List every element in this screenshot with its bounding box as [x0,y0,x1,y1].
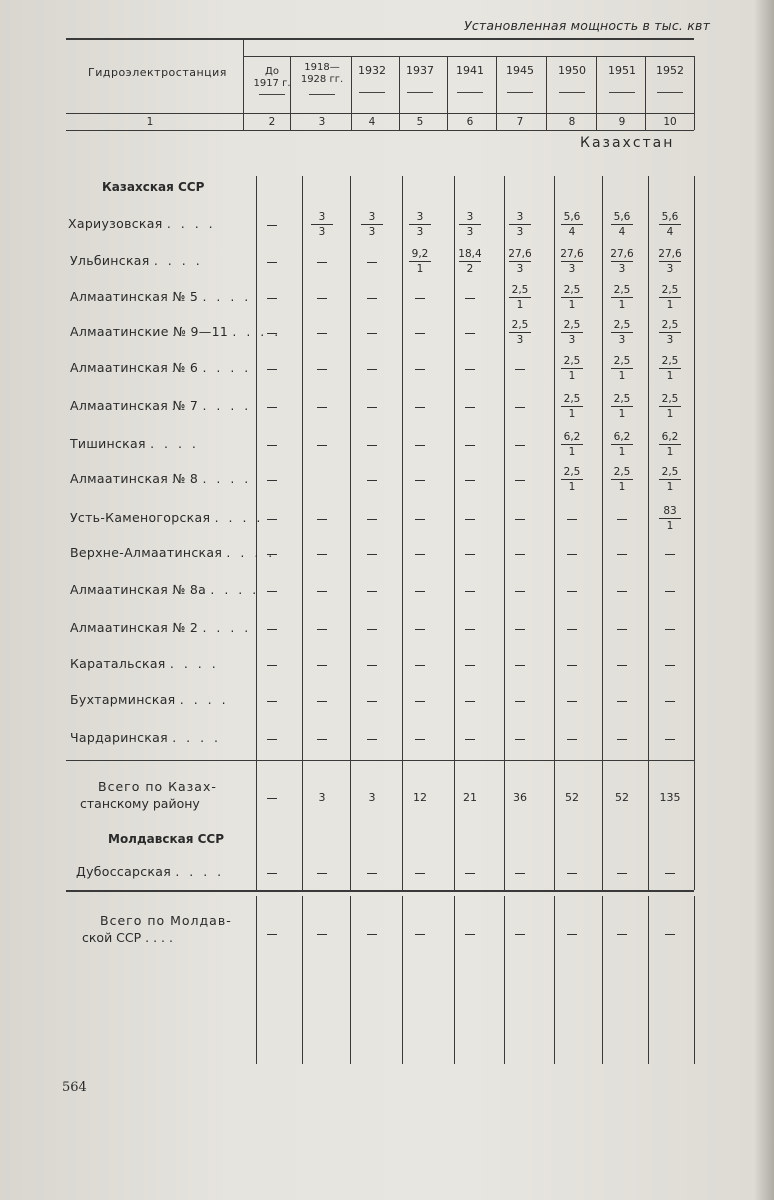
empty-dash [415,333,425,334]
empty-dash [567,873,577,874]
empty-dash [515,934,525,935]
fraction-value: 2,5 1 [650,393,690,420]
column-divider [602,760,603,890]
column-divider [302,896,303,1064]
empty-dash [567,665,577,666]
empty-dash [267,519,277,520]
empty-dash [415,298,425,299]
empty-dash [415,629,425,630]
empty-dash [617,665,627,666]
page-edge-shadow [754,0,774,1200]
year-header: 1945 [506,64,534,77]
column-divider [302,176,303,760]
fraction-value: 2,5 3 [500,319,540,346]
empty-dash [567,554,577,555]
column-divider [350,176,351,760]
column-divider [454,896,455,1064]
column-divider [402,896,403,1064]
empty-dash [415,934,425,935]
fraction-value: 2,5 1 [650,466,690,493]
empty-dash [317,298,327,299]
total-value: 3 [318,791,326,804]
fraction-value: 3 3 [302,211,342,238]
empty-dash [617,629,627,630]
empty-dash [617,519,627,520]
total-label: Всего по Казах- [98,779,217,794]
fraction-value: 2,5 1 [602,355,642,382]
empty-dash [515,873,525,874]
fraction-value: 2,5 1 [650,355,690,382]
station-name: Алмаатинская № 6 . . . . [70,360,252,375]
header-divider [546,56,547,130]
empty-dash [317,873,327,874]
empty-dash [267,333,277,334]
empty-dash [665,934,675,935]
empty-dash [465,739,475,740]
total-label: станскому району [80,796,200,811]
empty-dash [465,445,475,446]
fraction-value: 3 3 [400,211,440,238]
empty-dash [267,665,277,666]
empty-dash [515,369,525,370]
station-name: Бухтарминская . . . . [70,692,229,707]
year-header: 1941 [456,64,484,77]
empty-dash [567,629,577,630]
section-rule [66,890,694,892]
header-divider [243,38,244,130]
fraction-value: 5,6 4 [650,211,690,238]
fraction-value: 27,6 3 [560,248,584,275]
empty-dash [515,407,525,408]
column-divider [256,896,257,1064]
header-divider [399,56,400,130]
empty-dash [317,445,327,446]
header-divider [645,56,646,130]
column-number: 6 [466,116,474,128]
empty-dash [515,629,525,630]
fraction-value: 2,5 1 [552,393,592,420]
station-name: Хариузовская . . . . [68,216,216,231]
year-underline [559,92,585,93]
table-top-rule [66,38,694,40]
year-header: 1951 [608,64,636,77]
empty-dash [317,739,327,740]
column-number: 9 [618,116,626,128]
year-underline [507,92,533,93]
column-divider [350,896,351,1064]
empty-dash [367,369,377,370]
empty-dash [415,873,425,874]
column-number: 10 [663,116,677,128]
header-divider [596,56,597,130]
empty-dash [367,701,377,702]
empty-dash [415,739,425,740]
station-name: Алмаатинская № 7 . . . . [70,398,252,413]
fraction-value: 18,4 2 [458,248,482,275]
station-name: Алмаатинская № 8а . . . . [70,582,260,597]
empty-dash [515,480,525,481]
fraction-value: 6,2 1 [552,431,592,458]
empty-dash [367,262,377,263]
station-name: Усть-Каменогорская . . . . [70,510,264,525]
empty-dash [665,554,675,555]
empty-dash [317,934,327,935]
empty-dash [617,591,627,592]
column-number: 1 [146,116,154,128]
empty-dash [465,701,475,702]
fraction-value: 2,5 1 [552,284,592,311]
empty-dash [515,701,525,702]
empty-dash [665,873,675,874]
fraction-value: 5,6 4 [602,211,642,238]
column-divider [648,176,649,760]
empty-dash [415,407,425,408]
station-name: Тишинская . . . . [70,436,199,451]
empty-dash [567,591,577,592]
empty-dash [317,554,327,555]
empty-dash [515,739,525,740]
ssr-heading: Казахская ССР [102,180,205,194]
year-underline [407,92,433,93]
empty-dash [415,554,425,555]
year-header: 1952 [656,64,684,77]
region-title: Казахстан [580,135,675,151]
column-divider [648,760,649,890]
empty-dash [267,591,277,592]
empty-dash [367,519,377,520]
empty-dash [317,665,327,666]
empty-dash [617,739,627,740]
year-header: До 1917 г. [253,66,291,89]
column-divider [402,760,403,890]
empty-dash [617,554,627,555]
empty-dash [367,934,377,935]
empty-dash [617,873,627,874]
ssr-heading: Молдавская ССР [108,832,225,846]
empty-dash [665,665,675,666]
empty-dash [367,480,377,481]
empty-dash [465,554,475,555]
header-divider [351,56,352,130]
empty-dash [267,701,277,702]
column-divider [504,760,505,890]
empty-dash [415,369,425,370]
header-divider [290,56,291,130]
empty-dash [465,934,475,935]
fraction-value: 5,6 4 [552,211,592,238]
empty-dash [317,701,327,702]
fraction-value: 27,6 3 [508,248,532,275]
empty-dash [267,554,277,555]
fraction-value: 2,5 1 [552,466,592,493]
station-name: Верхне-Алмаатинская . . . . [70,545,276,560]
empty-dash [515,591,525,592]
year-header: 1918— 1928 гг. [300,62,344,85]
year-header: 1932 [358,64,386,77]
fraction-value: 2,5 3 [602,319,642,346]
column-divider [554,896,555,1064]
total-value: 12 [413,791,427,804]
station-name: Алмаатинская № 8 . . . . [70,471,252,486]
empty-dash [465,591,475,592]
empty-dash [567,934,577,935]
empty-dash [267,445,277,446]
header-divider [694,56,695,130]
empty-dash [367,629,377,630]
empty-dash [465,369,475,370]
fraction-value: 2,5 1 [602,466,642,493]
column-divider [454,760,455,890]
empty-dash [515,519,525,520]
empty-dash [415,665,425,666]
header-divider [496,56,497,130]
fraction-value: 2,5 1 [602,284,642,311]
column-divider [694,896,695,1064]
empty-dash [317,262,327,263]
empty-dash [367,298,377,299]
column-divider [256,176,257,760]
empty-dash [267,369,277,370]
empty-dash [367,665,377,666]
fraction-value: 3 3 [352,211,392,238]
empty-dash [515,665,525,666]
fraction-value: 2,5 3 [650,319,690,346]
empty-dash [465,298,475,299]
empty-dash [465,480,475,481]
empty-dash [515,554,525,555]
empty-dash [317,407,327,408]
empty-dash [465,873,475,874]
year-underline [657,92,683,93]
column-divider [256,760,257,890]
empty-dash [617,934,627,935]
empty-dash [267,262,277,263]
total-value: 3 [368,791,376,804]
empty-dash [465,333,475,334]
empty-dash [267,934,277,935]
column-number: 3 [318,116,326,128]
empty-dash [267,225,277,226]
empty-dash [465,519,475,520]
total-label: Всего по Молдав- [100,913,232,928]
empty-dash [367,739,377,740]
fraction-value: 2,5 1 [500,284,540,311]
empty-dash [267,739,277,740]
empty-dash [267,298,277,299]
fraction-value: 3 3 [500,211,540,238]
column-number: 7 [516,116,524,128]
fraction-value: 3 3 [450,211,490,238]
empty-dash [415,591,425,592]
column-divider [504,896,505,1064]
fraction-value: 6,2 1 [602,431,642,458]
header-sub-rule [243,56,694,57]
fraction-value: 27,6 3 [610,248,634,275]
fraction-value: 6,2 1 [650,431,690,458]
station-name: Каратальская . . . . [70,656,219,671]
empty-dash [317,629,327,630]
empty-dash [415,519,425,520]
empty-dash [665,591,675,592]
column-divider [694,176,695,760]
empty-dash [515,445,525,446]
fraction-value: 83 1 [650,505,690,532]
year-underline [309,94,335,95]
column-divider [350,760,351,890]
empty-dash [665,739,675,740]
empty-dash [267,629,277,630]
column-divider [302,760,303,890]
empty-dash [617,701,627,702]
empty-dash [367,873,377,874]
station-name: Алмаатинская № 5 . . . . [70,289,252,304]
year-underline [457,92,483,93]
section-rule [66,760,694,761]
empty-dash [567,739,577,740]
empty-dash [317,591,327,592]
total-label: ской ССР . . . . [82,930,173,945]
empty-dash [317,333,327,334]
empty-dash [267,873,277,874]
column-divider [648,896,649,1064]
empty-dash [367,407,377,408]
header-title: Установленная мощность в тыс. квт [464,18,711,33]
empty-dash [367,554,377,555]
column-divider [554,760,555,890]
empty-dash [665,701,675,702]
total-value: 135 [659,791,681,804]
column-number-rule [66,130,694,131]
header-rule [66,113,694,114]
empty-dash [465,629,475,630]
empty-dash [267,798,277,799]
empty-dash [317,369,327,370]
page-number: 564 [62,1080,87,1095]
header-divider [447,56,448,130]
total-value: 52 [565,791,579,804]
empty-dash [567,701,577,702]
year-underline [609,92,635,93]
fraction-value: 9,2 1 [400,248,440,275]
empty-dash [367,333,377,334]
empty-dash [415,445,425,446]
column-number: 8 [568,116,576,128]
fraction-value: 2,5 1 [650,284,690,311]
fraction-value: 2,5 3 [552,319,592,346]
total-value: 36 [513,791,527,804]
year-header: 1937 [406,64,434,77]
column-number: 5 [416,116,424,128]
station-name: Дубоссарская . . . . [76,864,225,879]
year-underline [359,92,385,93]
station-name: Алмаатинская № 2 . . . . [70,620,252,635]
empty-dash [465,665,475,666]
empty-dash [567,519,577,520]
column-divider [602,896,603,1064]
column-divider [694,760,695,890]
year-header: 1950 [558,64,586,77]
fraction-value: 27,6 3 [658,248,682,275]
empty-dash [367,591,377,592]
station-name: Алмаатинские № 9—11 . . . . [70,324,282,339]
empty-dash [465,407,475,408]
total-value: 52 [615,791,629,804]
empty-dash [267,480,277,481]
fraction-value: 2,5 1 [552,355,592,382]
empty-dash [317,519,327,520]
empty-dash [415,480,425,481]
column-number: 2 [268,116,276,128]
column-number: 4 [368,116,376,128]
empty-dash [267,407,277,408]
station-name: Ульбинская . . . . [70,253,203,268]
empty-dash [665,629,675,630]
fraction-value: 2,5 1 [602,393,642,420]
total-value: 21 [463,791,477,804]
column-station-header: Гидроэлектростанция [88,66,227,79]
empty-dash [415,701,425,702]
year-underline [259,94,285,95]
station-name: Чардаринская . . . . [70,730,222,745]
empty-dash [367,445,377,446]
